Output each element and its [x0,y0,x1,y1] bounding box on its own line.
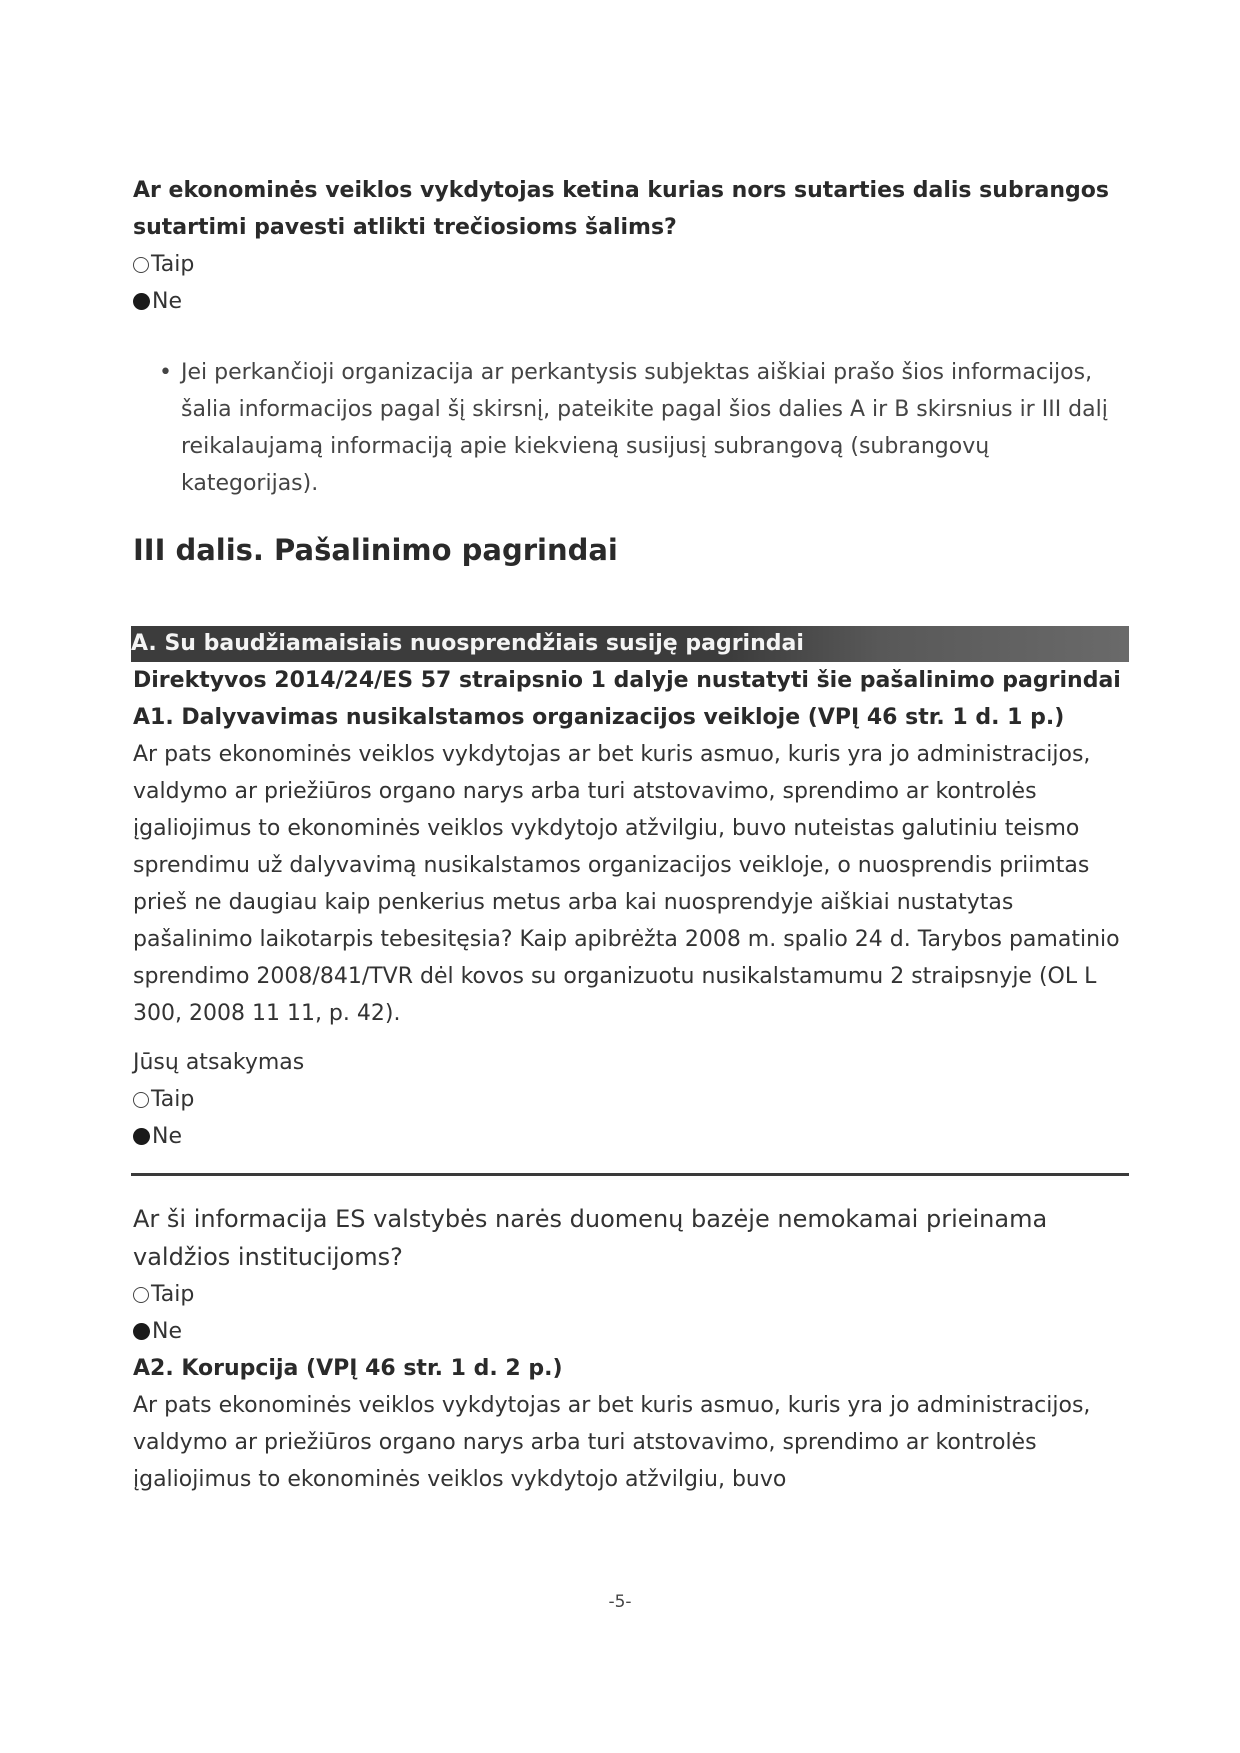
radio-selected-icon[interactable] [133,1128,150,1145]
a2-question-text: Ar pats ekonominės veiklos vykdytojas ar bet kuris asmuo, kuris yra jo administracijos, valdymo ar priežiūros organo narys arba turi atstovavimo, sprendimo ar kontrolės įgaliojimus to ekonominės veiklos vykdytojo atžvilgiu, buvo [133,1393,1091,1492]
subcontracting-option-yes[interactable] [133,246,1128,283]
option-label: Ne [152,1319,182,1344]
option-label: Taip [151,1282,195,1307]
radio-selected-icon[interactable] [133,1323,150,1340]
a2-title: A2. Korupcija (VPĮ 46 str. 1 d. 2 p.) [133,1356,563,1381]
option-label: Ne [152,289,182,314]
database-option-yes[interactable] [133,1276,1128,1313]
subcontracting-question: Ar ekonominės veiklos vykdytojas ketina kurias nors sutarties dalis subrangos sutartimi pavesti atlikti trečiosioms šalims? [133,178,1110,240]
part-heading: III dalis. Pašalinimo pagrindai [133,533,618,567]
database-option-no[interactable] [133,1313,1128,1350]
subcontracting-option-no[interactable] [133,283,1128,320]
section-a-bar: A. Su baudžiamaisiais nuosprendžiais susiję pagrindai [131,626,1129,662]
section-divider [131,1173,1129,1176]
a1-title: A1. Dalyvavimas nusikalstamos organizacijos veikloje (VPĮ 46 str. 1 d. 1 p.) [133,705,1065,730]
option-label: Ne [152,1124,182,1149]
radio-unselected-icon[interactable] [133,257,149,273]
radio-unselected-icon[interactable] [133,1287,149,1303]
a1-option-yes[interactable] [133,1081,1128,1118]
a1-question-text: Ar pats ekonominės veiklos vykdytojas ar bet kuris asmuo, kuris yra jo administracijos, valdymo ar priežiūros organo narys arba turi atstovavimo, sprendimo ar kontrolės įgaliojimus to ekonominės veiklos vykdytojo atžvilgiu, buvo nuteistas galutiniu teismo sprendimu už dalyvavimą nusikalstamos organizacijos veikloje, o nuosprendis priimtas prieš ne daugiau kaip penkerius metus arba kai nuosprendyje aiškiai nustatytas pašalinimo laikotarpis tebesitęsia? Kaip apibrėžta 2008 m. spalio 24 d. Tarybos pamatinio sprendimo 2008/841/TVR dėl kovos su organizuotu nusikalstamumu 2 straipsnyje (OL L 300, 2008 11 11, p. 42). [133,742,1120,1026]
radio-unselected-icon[interactable] [133,1092,149,1108]
bullet-note [159,354,1128,502]
page-content [133,172,1128,1498]
bullet-note-text: Jei perkančioji organizacija ar perkantysis subjektas aiškiai prašo šios informacijos, šalia informacijos pagal šį skirsnį, pateikite pagal šios dalies A ir B skirsnius ir III dalį reikalaujamą informaciją apie kiekvieną susijusį subrangovą (subrangovų kategorijas). [181,360,1108,496]
radio-selected-icon[interactable] [133,293,150,310]
directive-heading: Direktyvos 2014/24/ES 57 straipsnio 1 dalyje nustatyti šie pašalinimo pagrindai [133,668,1121,693]
option-label: Taip [151,1087,195,1112]
bullet-icon: • [159,360,172,385]
database-question: Ar ši informacija ES valstybės narės duomenų bazėje nemokamai prieinama valdžios institucijoms? [133,1205,1048,1271]
a1-option-no[interactable] [133,1118,1128,1155]
page-number: -5- [608,1592,632,1612]
a1-answer-label: Jūsų atsakymas [133,1050,305,1075]
option-label: Taip [151,252,195,277]
